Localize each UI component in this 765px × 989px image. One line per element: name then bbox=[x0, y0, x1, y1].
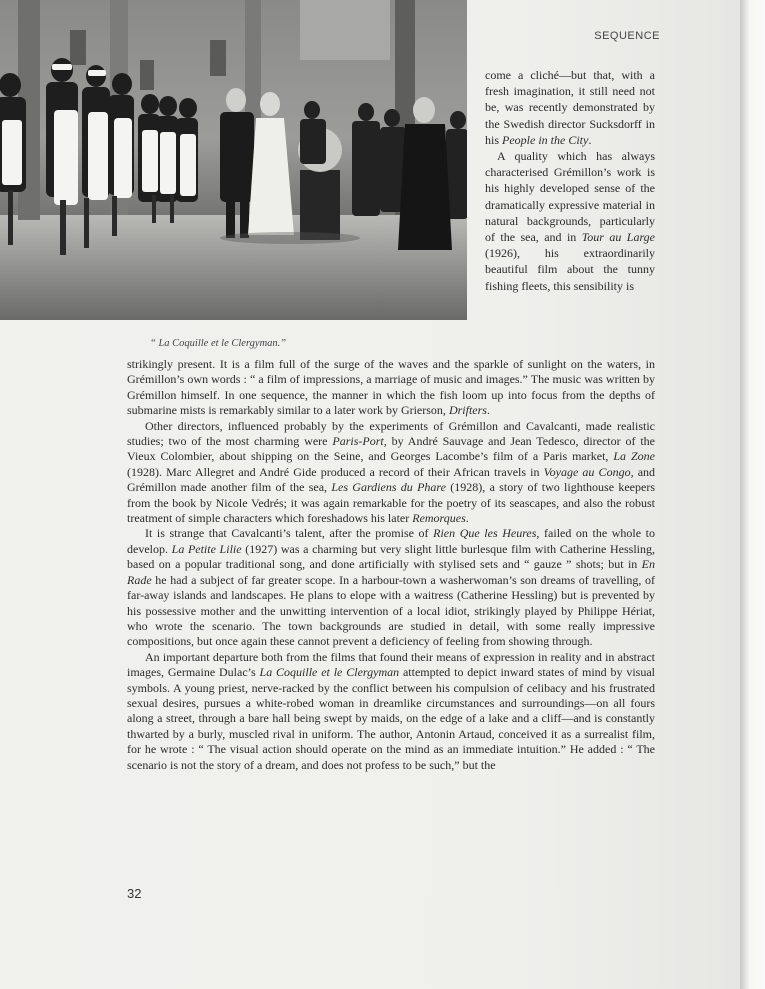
body-paragraph: Other directors, influenced probably by the experiments of Grémillon and Cavalcanti, made realistic studies; two of the most charming were Paris-Port, by André Sauvage and Jean Tedesco, director of the Vieux Colombier, about shipping on the Seine, and Georges Lacombe’s film of a Paris market, La Zone (1928). Marc Allegret and André Gide produced a record of their African travels in Voyage au Congo, and Grémillon made another film of the sea, Les Gardiens du Phare (1928), a story of two lighthouse keepers from the book by Nicole Vedrés; it was again remarkable for the poetry of its seascapes, and also the robust treatment of simple characters which foreshadows his later Remorques. bbox=[127, 418, 656, 526]
film-title: People in the City bbox=[502, 132, 589, 147]
film-title: Remorques bbox=[412, 511, 466, 526]
film-still-image bbox=[0, 0, 467, 320]
side-text-column bbox=[485, 67, 655, 294]
film-title: Rien Que les Heures, bbox=[433, 526, 540, 541]
film-title: Drifters bbox=[448, 403, 487, 418]
film-title: Les Gardiens du Phare bbox=[331, 480, 446, 495]
film-title: En Rade bbox=[127, 557, 655, 587]
page-number: 32 bbox=[127, 886, 142, 901]
film-title: La Petite Lilie bbox=[171, 541, 242, 556]
film-title: La Zone bbox=[613, 449, 655, 464]
film-still-photo bbox=[0, 0, 467, 320]
main-text-column bbox=[127, 357, 655, 773]
body-paragraph: strikingly present. It is a film full of the surge of the waves and the sparkle of sunlight on the waters, in Grémillon’s own words : “ a film of impressions, a marriage of music and images.” The music was written by Grémillon himself. In one sequence, the manner in which the fish loom up into focus from the depths of submarine mists is remarkably similar to a later work by Grierson, Drifters. bbox=[127, 357, 655, 418]
side-paragraph-2: A quality which has always characterised Grémillon’s work is his highly developed sense of the dramatically expressive material in natural backgrounds, particularly of the sea, and in Tour au Large (1926), his extraordinarily beautiful film about the tunny fishing fleets, this sensibility is bbox=[485, 149, 656, 293]
side-paragraph-1: come a cliché—but that, with a fresh imagination, it still need not be, was recently demonstrated by the Swedish director Sucksdorff in his People in the City. bbox=[485, 68, 655, 147]
body-paragraph: An important departure both from the films that found their means of expression in reality and in abstract images, Germaine Dulac’s La Coquille et le Clergyman attempted to depict inward states of mind by visual symbols. A young priest, nerve-racked by the conflict between his compulsion of celibacy and his frustrated sexual desires, pursues a white-robed woman in dreamlike circumstances and surroundings—on all fours along a street, through a bare hall being swept by maids, on the edge of a lake and a cliff—and is constantly thwarted by a burly, muscled rival in uniform. The author, Antonin Artaud, conceived it as a surrealist film, for he wrote : “ The visual action should operate on the mind as an immediate intuition.” He added : “ The scenario is not the story of a dream, and does not profess to be such,” but the bbox=[127, 649, 656, 772]
photo-caption: “ La Coquille et le Clergyman.” bbox=[150, 338, 287, 349]
running-head: SEQUENCE bbox=[594, 30, 660, 42]
page-edge bbox=[740, 0, 765, 989]
film-title: Tour au Large bbox=[581, 230, 656, 245]
body-paragraph: It is strange that Cavalcanti’s talent, after the promise of Rien Que les Heures, failed on the whole to develop. La Petite Lilie (1927) was a charming but very slight little burlesque film with Catherine Hessling, based on a popular traditional song, and done artificially with stylised sets and “ gauze ” shots; but in En Rade he had a subject of far greater scope. In a harbour-town a washerwoman’s son dreams of travelling, of far-away islands and landscapes. He plans to elope with a waitress (Catherine Hessling) but is prevented by his possessive mother and the unwitting intervention of a local idiot, strikingly played by Philippe Hériat, who wrote the scenario. The town backgrounds are studied in detail, with some really impressive compositions, but once again these cannot prevent a deficiency of feeling from showing through. bbox=[127, 526, 656, 649]
film-title: Paris-Port, bbox=[332, 434, 387, 449]
film-title: La Coquille et le Clergyman bbox=[259, 665, 400, 680]
film-title: Voyage au Congo, bbox=[543, 464, 634, 479]
